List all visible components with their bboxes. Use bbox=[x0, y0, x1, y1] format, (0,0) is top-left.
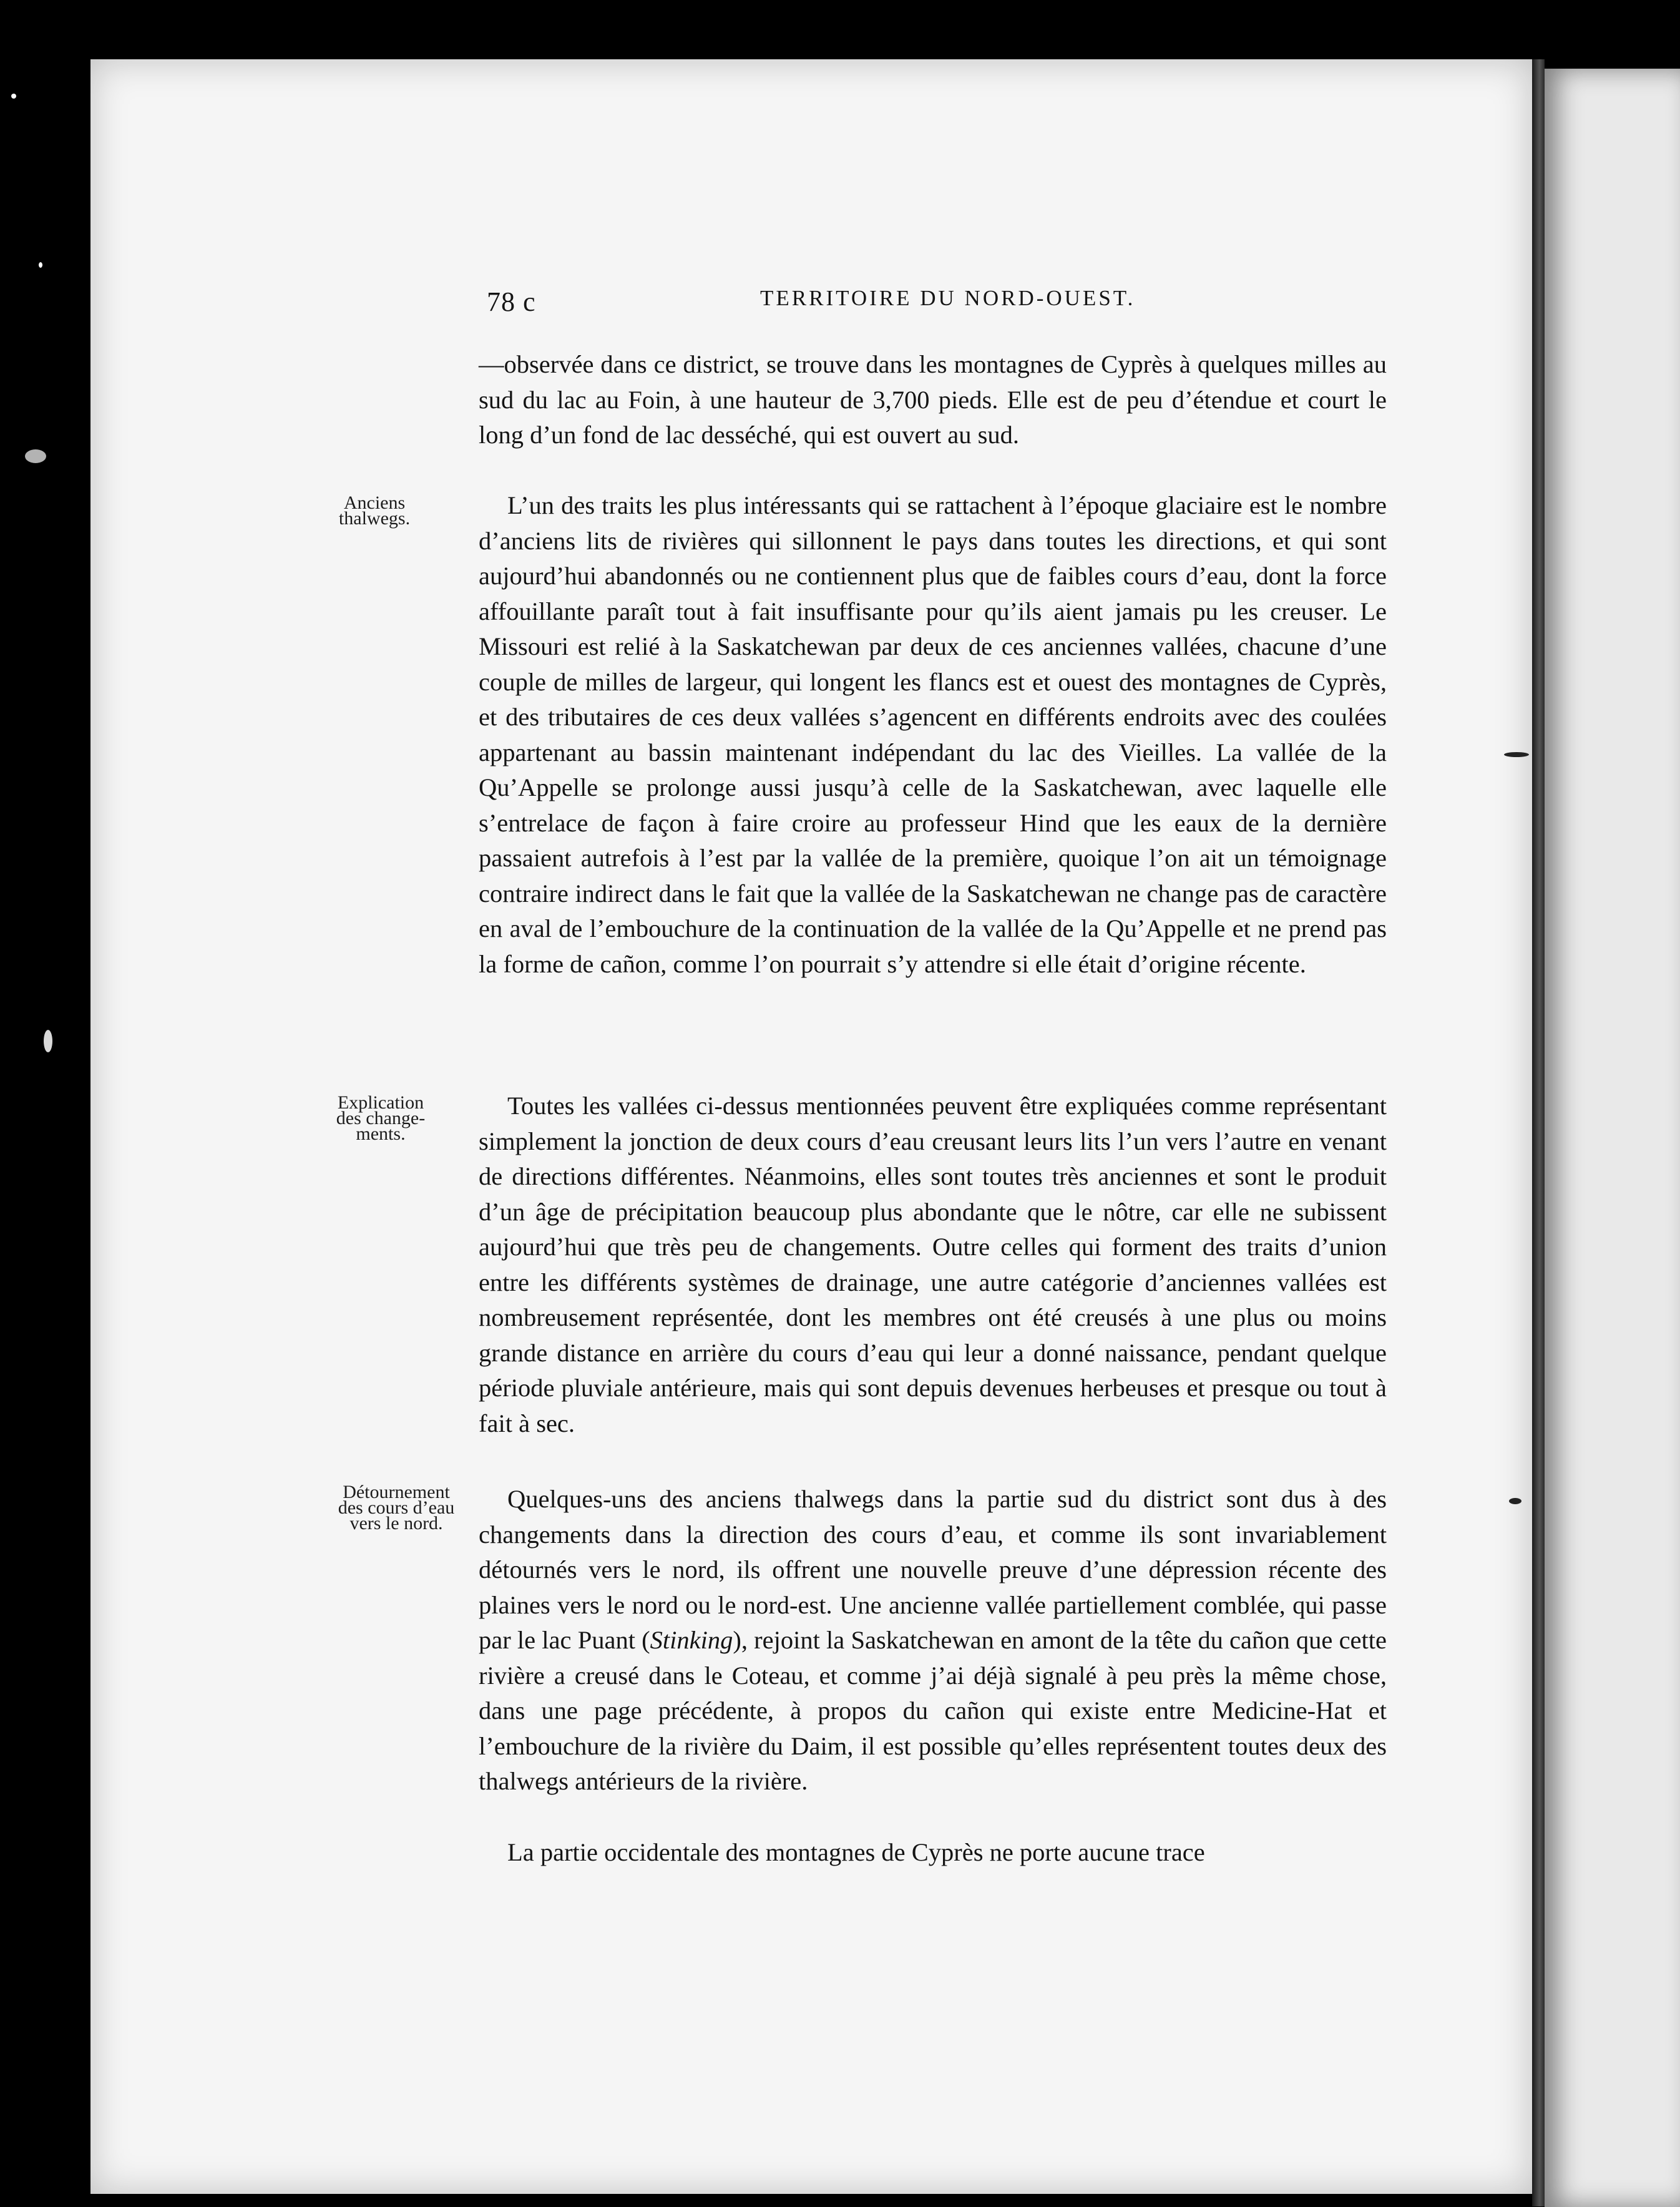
scan-speck bbox=[39, 262, 42, 268]
facing-page-edge bbox=[1545, 69, 1680, 2207]
text-run: ), rejoint la Saskatchewan en amont de la tête du cañon que cette rivière a creusé dans le Coteau, et comme j’ai déjà signalé à peu près la même chose, dans une page précédente, à propos du cañon qui existe entre Medicine-Hat et l’embouchure de la rivière du Daim, il est possible qu’elles représentent toutes deux des thalwegs antérieurs de la rivière. bbox=[479, 1626, 1387, 1795]
paragraph-text: L’un des traits les plus intéressants qui se rattachent à l’époque glaciaire est le nombre d’anciens lits de rivières qui sillonnent le pays dans toutes les directions, et qui sont aujourd’hui abandonnés ou ne contiennent plus que de faibles cours d’eau, dont la force affouillante paraît tout à fait insuffisante pour qu’ils aient jamais pu les creuser. Le Missouri est relié à la Saskatchewan par deux de ces anciennes vallées, chacune d’une couple de milles de largeur, qui longent les flancs est et ouest des montagnes de Cyprès, et des tributaires de ces deux vallées s’agencent en différents endroits avec des coulées appartenant au bassin maintenant indépendant du lac des Vieilles. La vallée de la Qu’Appelle se prolonge aussi jusqu’à celle de la Saskatchewan, avec laquelle elle s’entrelace de façon à faire croire au professeur Hind que les eaux de la dernière passaient autrefois à l’est par la vallée de la première, quoique l’on ait un témoignage contraire indirect dans le fait que la vallée de la Saskatchewan ne change pas de caractère en aval de l’embouchure de la continuation de la vallée de la Qu’Appelle et ne prend pas la forme de cañon, comme l’on pourrait s’y attendre si elle était d’origine récente. bbox=[479, 491, 1387, 978]
paragraph-western-part bbox=[479, 1835, 1387, 1871]
paragraph-text: Toutes les vallées ci-dessus mentionnées peuvent être expliquées comme représentant simplement la jonction de deux cours d’eau creusant leurs lits l’un vers l’autre en venant de directions différentes. Néanmoins, elles sont toutes très anciennes et sont le produit d’un âge de précipitation beaucoup plus abondante que le nôtre, car elle ne subissent aujourd’hui que très peu de changements. Outre celles qui forment des traits d’union entre les différents systèmes de drainage, une autre catégorie d’anciennes vallées est nombreusement représentée, dont les membres ont été creusés à une plus ou moins grande distance en arrière du cours d’eau qui leur a donné naissance, pendant quelque période pluviale antérieure, mais qui sont depuis devenues herbeuses et presque ou tout à fait à sec. bbox=[479, 1092, 1387, 1437]
side-note-line: Détournement bbox=[343, 1482, 450, 1502]
paragraph-valley-explanation bbox=[479, 1089, 1387, 1441]
italic-term: Stinking bbox=[650, 1626, 733, 1654]
side-note-line: des cours d’eau bbox=[338, 1497, 455, 1518]
side-note-line: Explication bbox=[337, 1092, 424, 1113]
text-run: Quelques-uns des anciens thalwegs dans la partie sud du district sont dus à des changements dans la direction des cours d’eau, et comme ils sont invariablement détournés vers le nord, ils offrent une nouvelle preuve d’une dépression récente des plaines vers le nord ou le nord-est. Une ancienne vallée partiellement comblée, qui passe par le lac Puant ( bbox=[479, 1485, 1387, 1654]
book-spine bbox=[1532, 59, 1545, 2206]
side-note-line: Anciens bbox=[343, 492, 406, 513]
side-note-line: thalwegs. bbox=[338, 508, 411, 529]
paragraph-text bbox=[479, 1482, 1387, 1799]
scan-mark bbox=[1509, 1498, 1521, 1504]
side-note-explanation bbox=[325, 1092, 437, 1144]
side-note-ancient-thalwegs bbox=[334, 492, 415, 529]
scan-mark bbox=[1504, 752, 1529, 757]
scan-speck bbox=[25, 449, 46, 463]
paragraph-text: La partie occidentale des montagnes de Cyprès ne porte aucune trace bbox=[507, 1838, 1205, 1866]
paragraph-diversion bbox=[479, 1482, 1387, 1799]
running-title: TERRITOIRE DU NORD-OUEST. bbox=[760, 286, 1136, 310]
paragraph-continuation bbox=[479, 347, 1387, 453]
scan-speck bbox=[11, 94, 16, 99]
side-note-line: vers le nord. bbox=[349, 1513, 443, 1534]
side-note-line: ments. bbox=[356, 1123, 406, 1144]
side-note-diversion bbox=[318, 1482, 474, 1534]
paragraph-ancient-thalwegs bbox=[479, 488, 1387, 982]
scan-speck bbox=[44, 1030, 52, 1052]
paragraph-text: —observée dans ce district, se trouve dans les montagnes de Cyprès à quelques milles au sud du lac au Foin, à une hauteur de 3,700 pieds. Elle est de peu d’étendue et court le long d’un fond de lac desséché, qui est ouvert au sud. bbox=[479, 350, 1387, 449]
side-note-line: des change- bbox=[336, 1108, 426, 1128]
page-number: 78 c bbox=[487, 286, 536, 317]
